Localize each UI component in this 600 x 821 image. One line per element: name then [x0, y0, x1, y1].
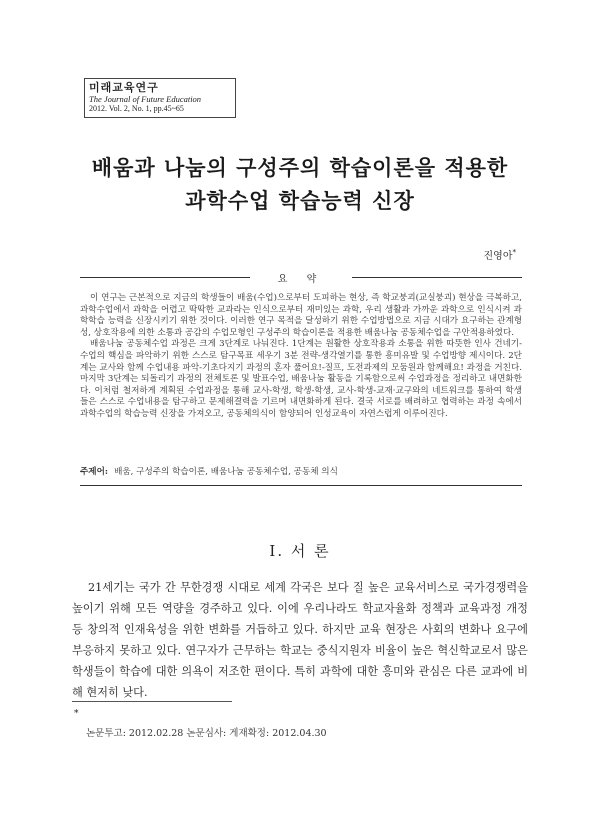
footnote-mark: *	[74, 709, 79, 719]
abstract-paragraph: 이 연구는 근본적으로 지금의 학생들이 배움(수업)으로부터 도피하는 현상, 즉 학교붕괴(교실붕괴) 현상을 극복하고, 과학수업에서 과학을 어렵고 딱딱한 교과라는 인식으로부터 재미있는 과학, 우리 생활과 가까운 과학으로 인식시켜 과학학습 능력을 신장시키기 위한 것이다. 이러한 연구 목적을 달성하기 위한 수업방법으로 지금 시대가 요구하는 관계형성, 상호작용에 의한 소통과 공감의 수업모형인 구성주의 학습이론을 적용한 배움나눔 공동체수업을 구안적용하였다.	[80, 293, 522, 338]
journal-name-english: The Journal of Future Education	[89, 94, 202, 104]
abstract-heading-rule-right	[352, 277, 522, 278]
keywords-divider	[80, 485, 522, 486]
keywords-text: 배움, 구성주의 학습이론, 배움나눔 공동체수업, 공동체 의식	[114, 467, 338, 477]
paper-title-line-1: 배움과 나눔의 구성주의 학습이론을 적용한	[91, 156, 509, 180]
journal-info-box	[84, 78, 236, 118]
journal-volume-info: 2012. Vol. 2, No. 1, pp.45~65	[89, 104, 184, 113]
author-footnote-mark: *	[512, 248, 516, 257]
section-heading-introduction: I. 서 론	[269, 542, 331, 560]
footnote-divider	[72, 701, 232, 702]
body-text	[72, 577, 528, 703]
body-paragraph: 21세기는 국가 간 무한경쟁 시대로 세계 각국은 보다 질 높은 교육서비스로 국가경쟁력을 높이기 위해 모든 역량을 경주하고 있다. 이에 우리나라도 학교자율화 정책과 교육과정 개정 등 창의적 인재육성을 위한 변화를 거듭하고 있다. 하지만 교육 현장은 사회의 변화나 요구에 부응하지 못하고 있다. 연구자가 근무하는 학교는 중식지원자 비율이 높은 혁신학교로서 많은 학생들이 학습에 대한 의욕이 저조한 편이다. 특히 과학에 대한 흥미와 관심은 다른 교과에 비해 현저히 낮다.	[72, 581, 528, 699]
paper-title-line-2: 과학수업 학습능력 신장	[185, 189, 415, 213]
author-name	[484, 247, 516, 262]
footnote-text: 논문투고: 2012.02.28 논문심사: 게재확정: 2012.04.30	[86, 728, 327, 739]
abstract-heading	[80, 268, 522, 288]
author-name-text: 진영아	[483, 251, 513, 262]
abstract-paragraph: 배움나눔 공동체수업 과정은 크게 3단계로 나눠진다. 1단계는 원활한 상호작용과 소통을 위한 따뜻한 인사 건네기-수업의 핵심을 파악하기 위한 스스로 탐구목표 세우기 3분 전략-생각열기를 통한 흥미유발 및 수업방향 제시이다. 2단계는 교사와 함께 수업내용 파악-기초다지기 과정의 혼자 풀어요!-질프, 도전과제의 모둠원과 함께해요! 과정을 거친다. 마지막 3단계는 되돌리기 과정의 전체토론 및 발표수업, 배움나눔 활동을 기록함으로써 수업과정을 정리하고 내면화한다. 이처럼 철저하게 계획된 수업과정을 통해 교사-학생, 학생-학생, 교사-학생-교재·교구와의 네트워크를 통하여 학생들은 스스로 수업내용을 탐구하고 문제해결력을 기르며 내면화하게 된다. 결국 서로를 배려하고 협력하는 과정 속에서 과학수업의 학습능력 신장을 가져오고, 공동체의식이 함양되어 인성교육이 자연스럽게 이루어진다.	[80, 339, 522, 419]
journal-name-korean: 미래교육연구	[89, 81, 159, 94]
keywords	[80, 465, 522, 477]
keywords-label: 주제어:	[80, 467, 109, 477]
abstract-heading-label: 요 약	[277, 274, 325, 285]
abstract-body	[80, 293, 522, 421]
